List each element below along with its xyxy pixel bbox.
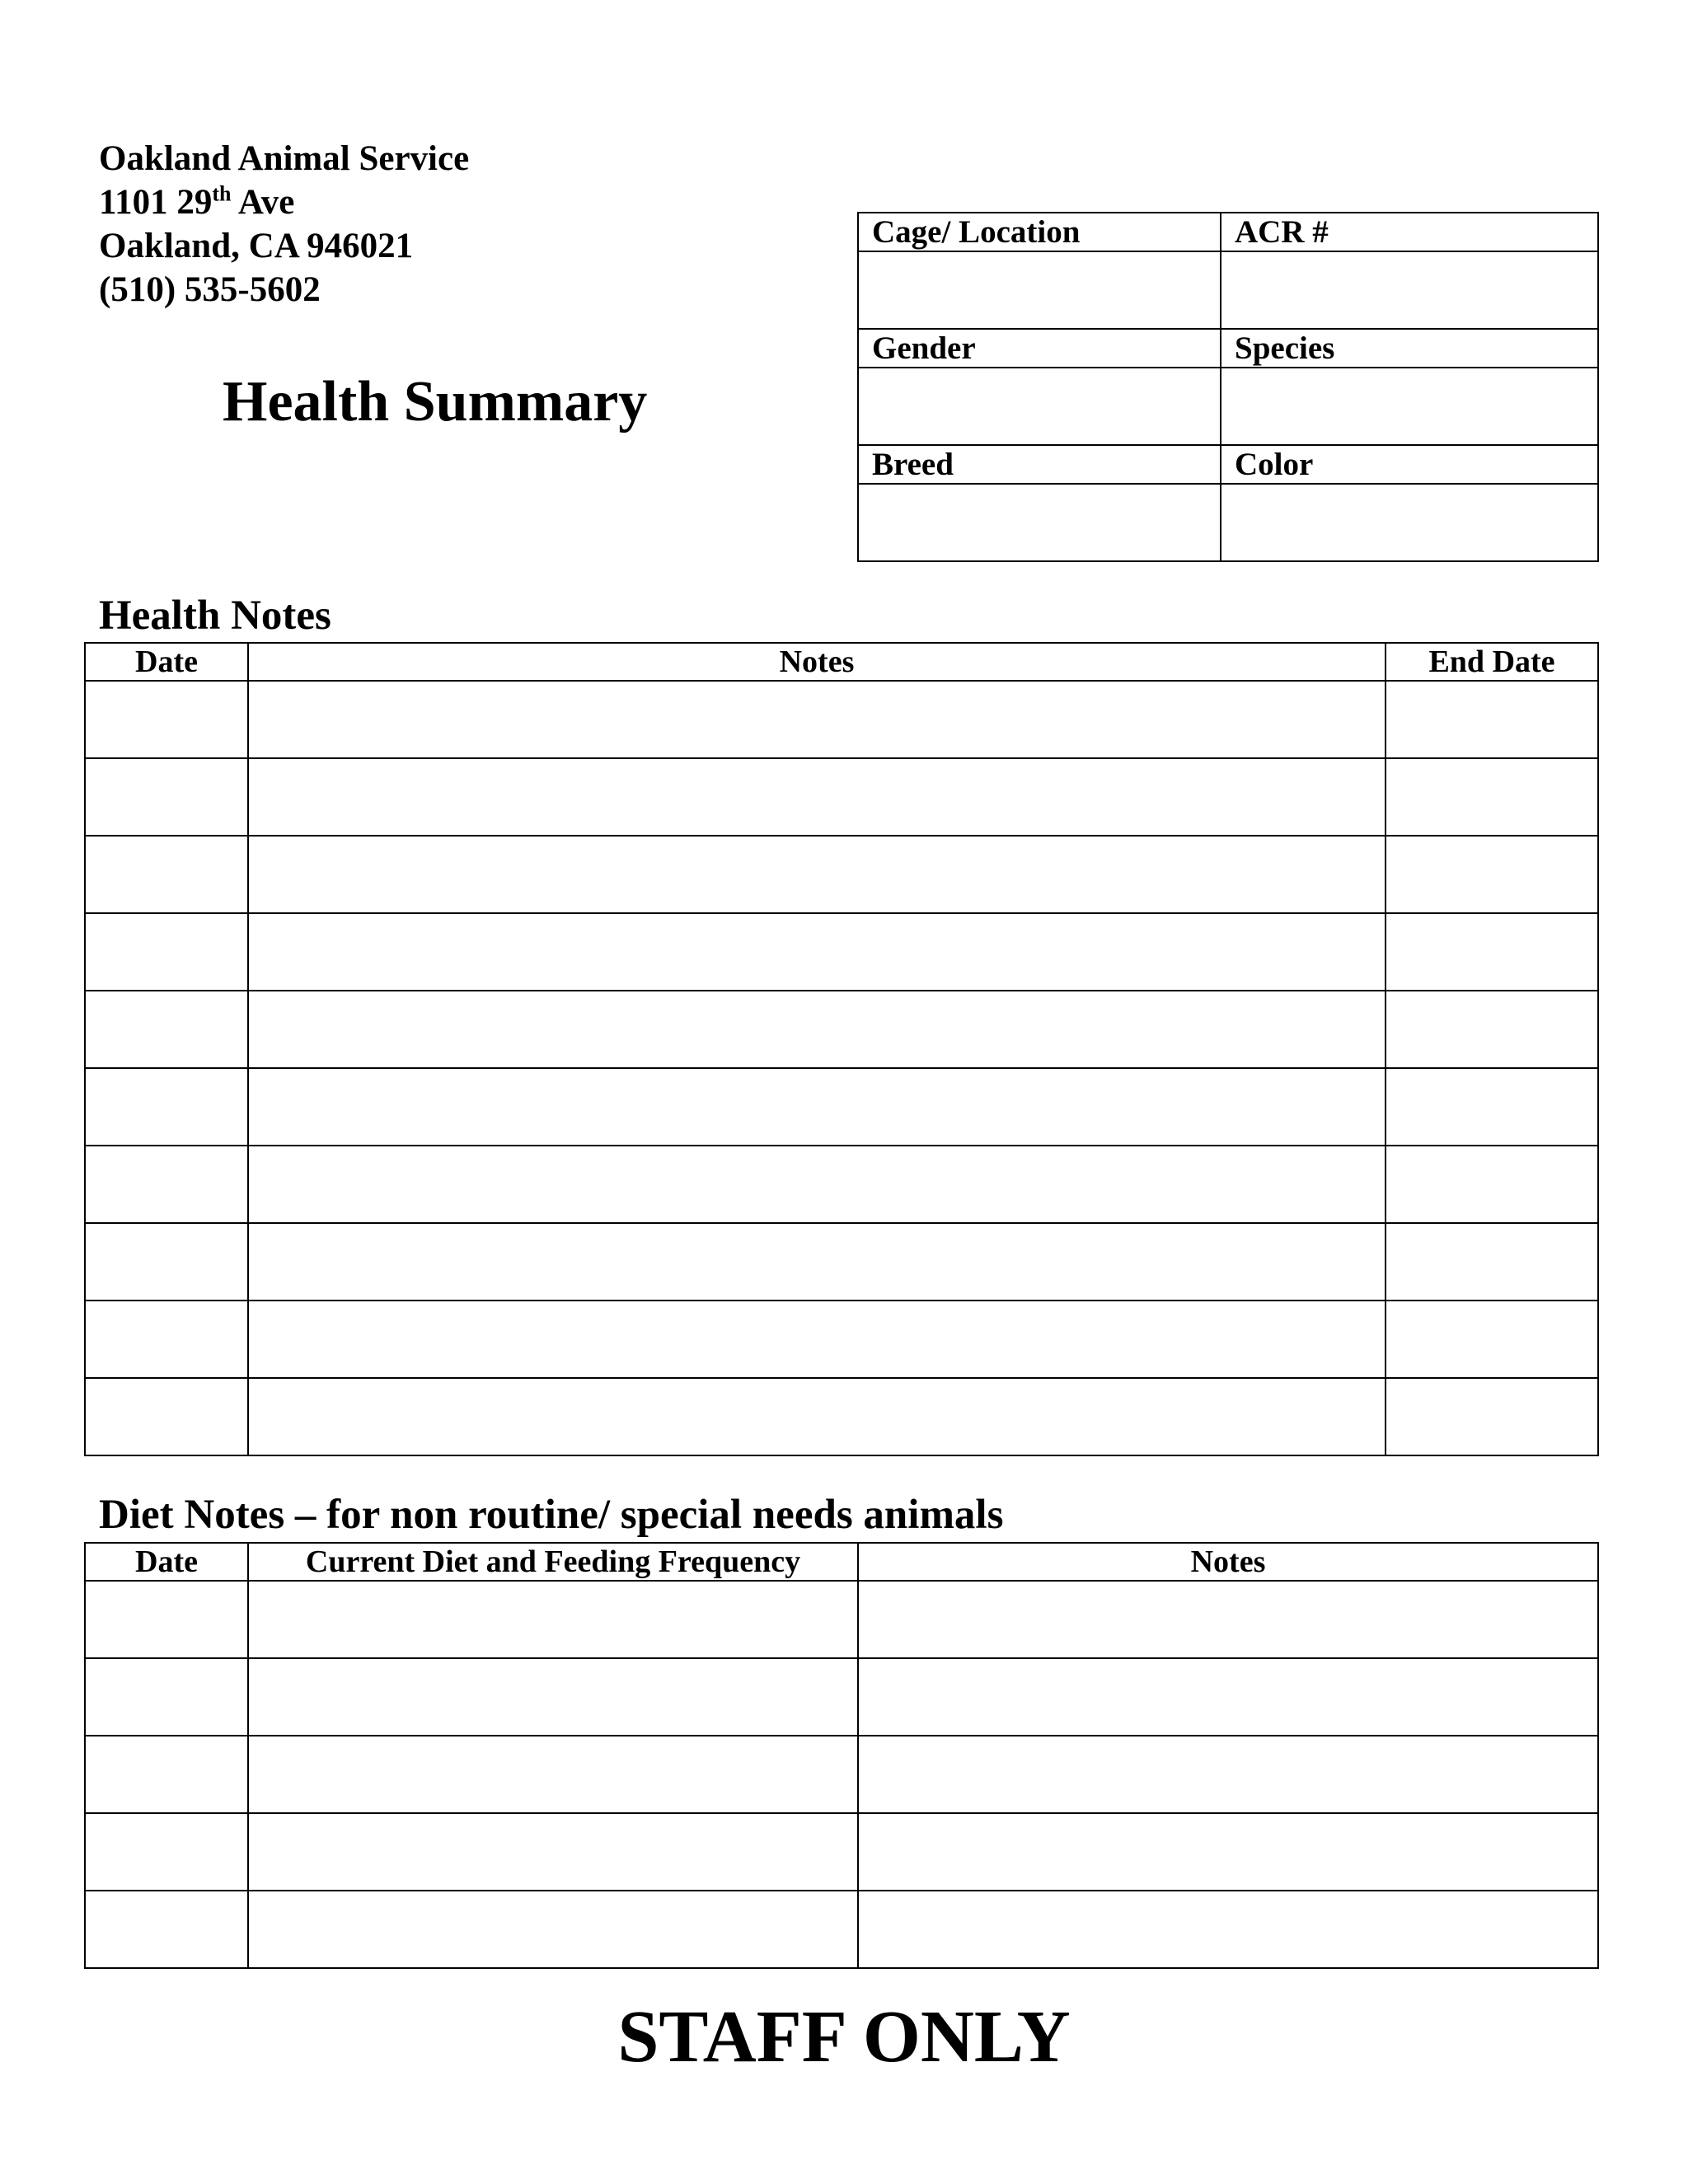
acr-label: ACR # [1221, 213, 1598, 251]
organization-city: Oakland, CA 946021 [99, 227, 414, 265]
health-end-date-cell[interactable] [1386, 913, 1598, 991]
health-row [85, 991, 1598, 1068]
diet-notes-cell[interactable] [858, 1813, 1598, 1891]
animal-info-table [857, 212, 1599, 562]
health-end-date-cell[interactable] [1386, 836, 1598, 913]
health-end-date-cell[interactable] [1386, 991, 1598, 1068]
health-row [85, 758, 1598, 836]
diet-notes-body [85, 1581, 1598, 1968]
street-name: Ave [231, 183, 295, 222]
diet-row [85, 1658, 1598, 1736]
diet-current-diet-cell[interactable] [248, 1736, 858, 1813]
health-row [85, 1378, 1598, 1455]
health-date-cell[interactable] [85, 913, 248, 991]
cage-location-label: Cage/ Location [858, 213, 1221, 251]
health-end-date-cell[interactable] [1386, 1378, 1598, 1455]
health-notes-table [84, 642, 1599, 1456]
diet-notes-header: Notes [858, 1543, 1598, 1581]
health-notes-cell[interactable] [248, 1301, 1386, 1378]
health-row [85, 1146, 1598, 1223]
health-notes-cell[interactable] [248, 1146, 1386, 1223]
health-notes-heading: Health Notes [99, 593, 331, 639]
health-notes-cell[interactable] [248, 1378, 1386, 1455]
color-label: Color [1221, 445, 1598, 484]
diet-row [85, 1581, 1598, 1658]
diet-row [85, 1736, 1598, 1813]
health-date-cell[interactable] [85, 1223, 248, 1301]
health-date-cell[interactable] [85, 1068, 248, 1146]
health-end-date-cell[interactable] [1386, 758, 1598, 836]
health-row [85, 1223, 1598, 1301]
diet-current-diet-header: Current Diet and Feeding Frequency [248, 1543, 858, 1581]
diet-notes-table [84, 1542, 1599, 1969]
health-notes-cell[interactable] [248, 991, 1386, 1068]
diet-date-header: Date [85, 1543, 248, 1581]
diet-date-cell[interactable] [85, 1891, 248, 1968]
diet-date-cell[interactable] [85, 1581, 248, 1658]
diet-current-diet-cell[interactable] [248, 1658, 858, 1736]
diet-current-diet-cell[interactable] [248, 1581, 858, 1658]
species-label: Species [1221, 329, 1598, 368]
species-field[interactable] [1221, 368, 1598, 445]
health-notes-cell[interactable] [248, 836, 1386, 913]
health-end-date-cell[interactable] [1386, 1223, 1598, 1301]
organization-name: Oakland Animal Service [99, 139, 470, 178]
gender-label: Gender [858, 329, 1221, 368]
acr-field[interactable] [1221, 251, 1598, 329]
health-date-cell[interactable] [85, 1146, 248, 1223]
diet-date-cell[interactable] [85, 1736, 248, 1813]
health-row [85, 913, 1598, 991]
color-field[interactable] [1221, 484, 1598, 561]
health-date-cell[interactable] [85, 758, 248, 836]
health-end-date-cell[interactable] [1386, 681, 1598, 758]
health-notes-header: Notes [248, 643, 1386, 681]
cage-location-field[interactable] [858, 251, 1221, 329]
diet-current-diet-cell[interactable] [248, 1891, 858, 1968]
diet-notes-cell[interactable] [858, 1658, 1598, 1736]
street-suffix: th [212, 181, 232, 206]
diet-notes-cell[interactable] [858, 1736, 1598, 1813]
diet-date-cell[interactable] [85, 1813, 248, 1891]
page-title: Health Summary [223, 370, 648, 434]
health-end-date-header: End Date [1386, 643, 1598, 681]
health-end-date-cell[interactable] [1386, 1301, 1598, 1378]
health-notes-cell[interactable] [248, 681, 1386, 758]
diet-current-diet-cell[interactable] [248, 1813, 858, 1891]
diet-notes-heading: Diet Notes – for non routine/ special needs animals [99, 1492, 1004, 1538]
health-notes-body [85, 681, 1598, 1455]
organization-phone: (510) 535-5602 [99, 270, 321, 309]
health-date-cell[interactable] [85, 681, 248, 758]
health-end-date-cell[interactable] [1386, 1068, 1598, 1146]
diet-row [85, 1813, 1598, 1891]
diet-row [85, 1891, 1598, 1968]
health-date-cell[interactable] [85, 836, 248, 913]
diet-notes-cell[interactable] [858, 1891, 1598, 1968]
breed-label: Breed [858, 445, 1221, 484]
health-date-cell[interactable] [85, 1301, 248, 1378]
health-notes-cell[interactable] [248, 913, 1386, 991]
health-date-cell[interactable] [85, 991, 248, 1068]
street-number: 1101 29 [99, 183, 213, 222]
diet-date-cell[interactable] [85, 1658, 248, 1736]
health-end-date-cell[interactable] [1386, 1146, 1598, 1223]
health-notes-cell[interactable] [248, 1223, 1386, 1301]
health-row [85, 1068, 1598, 1146]
staff-only-footer: STAFF ONLY [617, 1996, 1071, 2078]
health-row [85, 681, 1598, 758]
health-row [85, 836, 1598, 913]
health-notes-cell[interactable] [248, 1068, 1386, 1146]
breed-field[interactable] [858, 484, 1221, 561]
health-row [85, 1301, 1598, 1378]
health-notes-cell[interactable] [248, 758, 1386, 836]
health-date-cell[interactable] [85, 1378, 248, 1455]
diet-notes-cell[interactable] [858, 1581, 1598, 1658]
gender-field[interactable] [858, 368, 1221, 445]
organization-street [99, 182, 294, 223]
health-date-header: Date [85, 643, 248, 681]
